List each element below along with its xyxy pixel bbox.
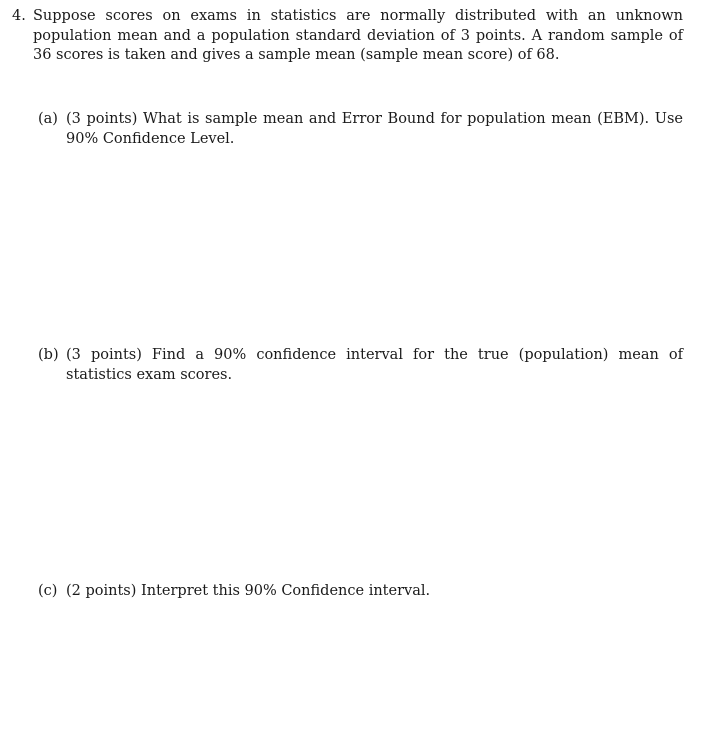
problem-4 — [0, 7, 721, 66]
part-a-label: (a) — [38, 111, 58, 127]
problem-number: 4. — [12, 8, 26, 24]
problem-text: Suppose scores on exams in statistics are normally distributed with an unknown population mean and a population standard deviation of 3 points. A random sample of 36 scores is taken and gives a sample mean (sample mean score) of 68. — [33, 8, 683, 63]
part-c-label: (c) — [38, 583, 58, 599]
part-c-text: (2 points) Interpret this 90% Confidence interval. — [66, 583, 431, 599]
part-b — [0, 346, 721, 385]
part-a — [0, 110, 721, 149]
part-b-label: (b) — [38, 347, 59, 363]
problem-statement — [0, 7, 721, 66]
part-a-text: (3 points) What is sample mean and Error Bound for population mean (EBM). Use 90% Confidence Level. — [66, 111, 683, 147]
part-b-text: (3 points) Find a 90% confidence interval for the true (population) mean of statistics exam scores. — [66, 347, 683, 383]
part-c — [0, 582, 721, 602]
